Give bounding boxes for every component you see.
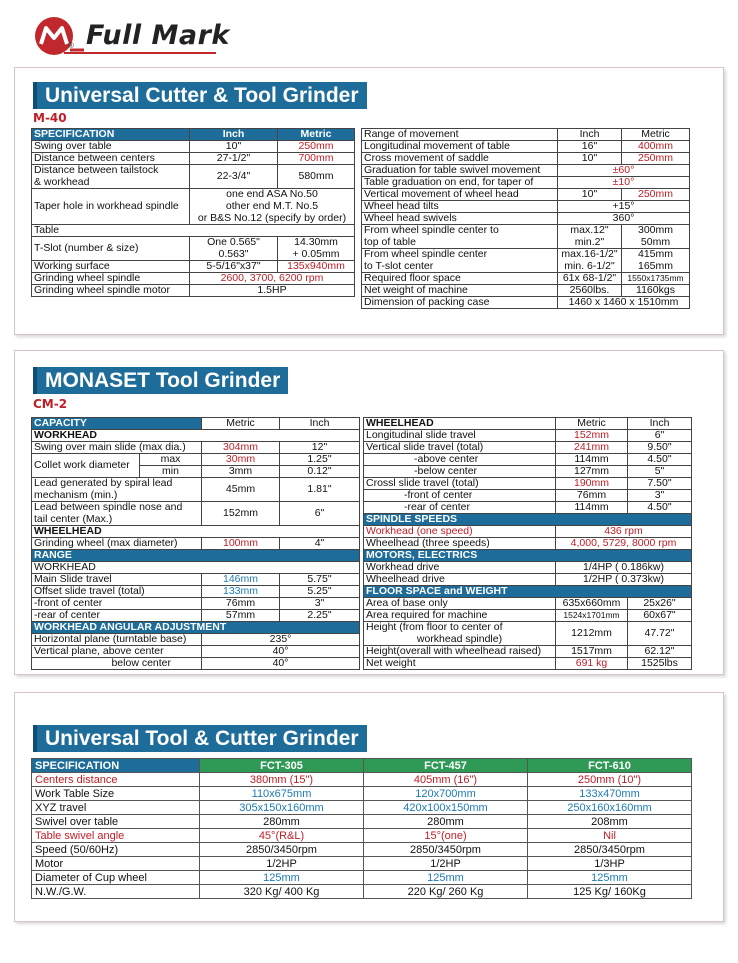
- cm2-capacity-table: [31, 417, 360, 670]
- table-row: Motor 1/2HP 1/2HP 1/3HP: [32, 857, 692, 871]
- table-header: SPECIFICATION FCT-305 FCT-457 FCT-610: [32, 759, 692, 773]
- table-row: T-Slot (number & size) One 0.565" 14.30mm: [32, 237, 355, 249]
- table-row: N.W./G.W. 320 Kg/ 400 Kg 220 Kg/ 260 Kg 125 Kg/ 160Kg: [32, 885, 692, 899]
- table-row: Cross movement of saddle 10" 250mm: [362, 153, 690, 165]
- table-row: -rear of center 114mm 4.50": [364, 502, 692, 514]
- table-row: Speed (50/60Hz) 2850/3450rpm 2850/3450rpm 2850/3450rpm: [32, 843, 692, 857]
- table-subheader: MOTORS, ELECTRICS: [364, 550, 692, 562]
- table-row: XYZ travel 305x150x160mm 420x100x150mm 250x160x160mm: [32, 801, 692, 815]
- table-header: SPECIFICATION Inch Metric: [32, 129, 355, 141]
- table-row: Horizontal plane (turntable base) 235°: [32, 634, 360, 646]
- table-row: -front of center 76mm 3": [364, 490, 692, 502]
- table-header: Range of movement Inch Metric: [362, 129, 690, 141]
- table-row: to T-slot center min. 6-1/2" 165mm: [362, 261, 690, 273]
- m40-range-table: [361, 128, 690, 309]
- table-row: Vertical plane, above center 40°: [32, 646, 360, 658]
- table-header: WHEELHEAD Metric Inch: [364, 418, 692, 430]
- table-row: Workhead drive 1/4HP ( 0.186kw): [364, 562, 692, 574]
- table-row: Swing over main slide (max dia.) 304mm 12": [32, 442, 360, 454]
- table-row: Net weight of machine 2560lbs. 1160kgs: [362, 285, 690, 297]
- table-row: min 3mm 0.12": [32, 466, 360, 478]
- table-row: Required floor space 61x 68-1/2" 1550x1735mm: [362, 273, 690, 285]
- table-subheader: FLOOR SPACE and WEIGHT: [364, 586, 692, 598]
- table-row: top of table min.2" 50mm: [362, 237, 690, 249]
- table-subheader: RANGE: [32, 550, 360, 562]
- model-code: CM-2: [33, 397, 68, 411]
- table-subheader: WORKHEAD ANGULAR ADJUSTMENT: [32, 622, 360, 634]
- fct-spec-table: [31, 758, 692, 899]
- table-row: Wheel head tilts +15°: [362, 201, 690, 213]
- table-row: Wheelhead drive 1/2HP ( 0.373kw): [364, 574, 692, 586]
- table-row: Working surface 5-5/16"x37" 135x940mm: [32, 261, 355, 273]
- table-row: Vertical slide travel (total) 241mm 9.50": [364, 442, 692, 454]
- table-row: Area of base only 635x660mm 25x26": [364, 598, 692, 610]
- table-row: & workhead: [32, 177, 355, 189]
- table-row: Collet work diameter max 30mm 1.25": [32, 454, 360, 466]
- table-row: Lead between spindle nose and 152mm 6": [32, 502, 360, 514]
- table-row: Crossl slide travel (total) 190mm 7.50": [364, 478, 692, 490]
- table-row: WHEELHEAD: [32, 526, 360, 538]
- table-row: Distance between centers 27-1/2" 700mm: [32, 153, 355, 165]
- section-title: MONASET Tool Grinder: [33, 367, 288, 394]
- brand-name: Full Mark: [86, 20, 230, 51]
- table-row: Table: [32, 225, 355, 237]
- table-row: Grinding wheel spindle 2600, 3700, 6200 rpm: [32, 273, 355, 285]
- table-row: 0.563" + 0.05mm: [32, 249, 355, 261]
- table-row: Graduation for table swivel movement ±60°: [362, 165, 690, 177]
- table-row: Grinding wheel (max diameter) 100mm 4": [32, 538, 360, 550]
- section-fct: [14, 692, 724, 922]
- table-row: Area required for machine 1524x1701mm 60x67": [364, 610, 692, 622]
- section-title: Universal Tool & Cutter Grinder: [33, 725, 367, 752]
- model-code: M-40: [33, 111, 67, 125]
- table-row: Distance between tailstock 22-3/4" 580mm: [32, 165, 355, 177]
- table-row: Height (from floor to center of 1212mm 47.72": [364, 622, 692, 634]
- table-row: Dimension of packing case 1460 x 1460 x 1510mm: [362, 297, 690, 309]
- table-row: Grinding wheel spindle motor 1.5HP: [32, 285, 355, 297]
- table-row: Height(overall with wheelhead raised) 1517mm 62.12": [364, 646, 692, 658]
- table-row: Wheelhead (three speeds) 4,000, 5729, 8000 rpm: [364, 538, 692, 550]
- cm2-wheelhead-table: [363, 417, 692, 670]
- table-row: Taper hole in workhead spindle one end ASA No.50: [32, 189, 355, 201]
- table-row: Table swivel angle 45°(R&L) 15°(one) Nil: [32, 829, 692, 843]
- table-row: Net weight 691 kg 1525lbs: [364, 658, 692, 670]
- registered-mark: ®: [68, 41, 74, 50]
- table-row: -rear of center 57mm 2.25": [32, 610, 360, 622]
- table-row: Workhead (one speed) 436 rpm: [364, 526, 692, 538]
- table-row: or B&S No.12 (specify by order): [32, 213, 355, 225]
- table-row: Wheel head swivels 360°: [362, 213, 690, 225]
- table-row: WORKHEAD: [32, 562, 360, 574]
- table-row: From wheel spindle center max.16-1/2" 415mm: [362, 249, 690, 261]
- table-row: Lead generated by spiral lead 45mm 1.81": [32, 478, 360, 490]
- table-row: other end M.T. No.5: [32, 201, 355, 213]
- table-row: From wheel spindle center to max.12" 300mm: [362, 225, 690, 237]
- table-row: -front of center 76mm 3": [32, 598, 360, 610]
- section-cm2: [14, 350, 724, 675]
- section-m40: [14, 67, 724, 335]
- table-row: workhead spindle): [364, 634, 692, 646]
- table-row: tail center (Max.): [32, 514, 360, 526]
- table-subheader: SPINDLE SPEEDS: [364, 514, 692, 526]
- table-row: Work Table Size 110x675mm 120x700mm 133x470mm: [32, 787, 692, 801]
- table-row: Offset slide travel (total) 133mm 5.25": [32, 586, 360, 598]
- table-header: CAPACITY Metric Inch: [32, 418, 360, 430]
- table-row: -below center 127mm 5": [364, 466, 692, 478]
- section-title: Universal Cutter & Tool Grinder: [33, 82, 367, 109]
- table-row: -above center 114mm 4.50": [364, 454, 692, 466]
- table-row: below center 40°: [32, 658, 360, 670]
- table-row: Swing over table 10" 250mm: [32, 141, 355, 153]
- table-row: Centers distance 380mm (15") 405mm (16") 250mm (10"): [32, 773, 692, 787]
- table-row: mechanism (min.): [32, 490, 360, 502]
- m40-spec-table: [31, 128, 355, 297]
- table-row: WORKHEAD: [32, 430, 360, 442]
- table-row: Longitudinal movement of table 16" 400mm: [362, 141, 690, 153]
- table-row: Swivel over table 280mm 280mm 208mm: [32, 815, 692, 829]
- table-row: Vertical movement of wheel head 10" 250mm: [362, 189, 690, 201]
- table-row: Longitudinal slide travel 152mm 6": [364, 430, 692, 442]
- table-row: Diameter of Cup wheel 125mm 125mm 125mm: [32, 871, 692, 885]
- table-row: Table graduation on end, for taper of ±10°: [362, 177, 690, 189]
- brand-underline: [64, 52, 216, 54]
- table-row: Main Slide travel 146mm 5.75": [32, 574, 360, 586]
